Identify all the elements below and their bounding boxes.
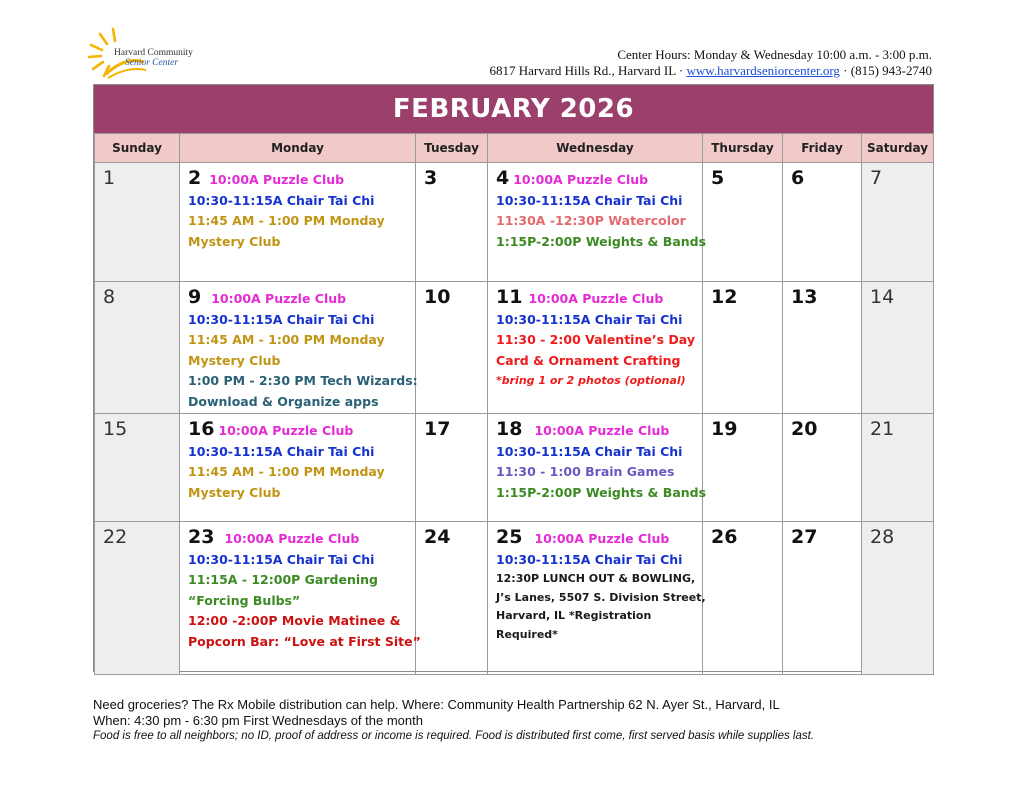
event: Mystery Club [188,352,281,368]
event: 10:00A Puzzle Club [211,291,347,306]
day-cell [862,282,934,414]
day-number: 1 [103,167,116,189]
day-cell [416,282,488,414]
event: Harvard, IL *Registration [496,609,652,622]
day-cell [783,522,862,675]
day-number: 27 [791,526,818,548]
day-number: 26 [711,526,738,548]
day-cell [416,163,488,282]
event: 10:30-11:15A Chair Tai Chi [188,192,375,208]
event: 10:00A Puzzle Club [534,423,670,438]
day-header-row [95,134,934,163]
day-number: 20 [791,418,818,440]
day-number: 24 [424,526,451,548]
center-address [490,63,933,79]
day-number: 7 [870,167,883,189]
event: “Forcing Bulbs” [188,592,301,608]
event: 11:30 - 1:00 Brain Games [496,464,675,479]
day-cell [488,522,706,675]
event: 10:30-11:15A Chair Tai Chi [188,311,375,327]
event-note: *bring 1 or 2 photos (optional) [496,374,686,387]
event: 1:15P-2:00P Weights & Bands [496,233,707,249]
website-link[interactable]: www.harvardseniorcenter.org [686,63,840,78]
day-number: 10 [424,286,451,308]
week-row [95,282,934,414]
event: Card & Ornament Crafting [496,352,681,368]
week-row [95,522,934,675]
event: 11:30 - 2:00 Valentine’s Day [496,332,695,347]
event: 10:30-11:15A Chair Tai Chi [496,192,683,208]
day-cell [95,414,180,522]
day-cell [95,282,180,414]
event: 10:30-11:15A Chair Tai Chi [496,443,683,459]
calendar [93,84,934,672]
day-number: 13 [791,286,818,308]
day-number: 3 [424,167,438,189]
event: 11:45 AM - 1:00 PM Monday [188,332,385,347]
day-cell [180,414,416,522]
event: 10:00A Puzzle Club [528,291,664,306]
event: 11:45 AM - 1:00 PM Monday [188,213,385,228]
day-cell [95,522,180,675]
day-header-thursday: Thursday [703,134,783,163]
footer-notice [93,697,953,744]
month-title: FEBRUARY 2026 [94,85,933,133]
event: J’s Lanes, 5507 S. Division Street, [496,590,706,604]
event: 10:00A Puzzle Club [534,531,670,546]
event: 10:00A Puzzle Club [218,423,354,438]
day-number: 12 [711,286,738,308]
day-cell [783,282,862,414]
day-cell [703,414,783,522]
day-number: 28 [870,526,895,548]
day-number: 25 [496,526,523,548]
day-cell [862,163,934,282]
day-header-sunday: Sunday [95,134,180,163]
day-cell [416,414,488,522]
week-row [95,414,934,522]
day-cell [783,414,862,522]
center-info [490,47,933,79]
event: 10:00A Puzzle Club [224,531,360,546]
event: 10:30-11:15A Chair Tai Chi [188,443,375,459]
day-number: 9 [188,286,202,308]
day-number: 19 [711,418,738,440]
event: 1:15P-2:00P Weights & Bands [496,484,707,500]
event: Required* [496,627,558,641]
address-prefix: 6817 Harvard Hills Rd., Harvard IL · [489,63,687,78]
logo-line2: Senior Center [125,58,179,68]
event: Download & Organize apps [188,393,379,409]
day-number: 16 [188,418,215,440]
day-number: 4 [496,167,510,189]
event: 10:00A Puzzle Club [513,172,649,187]
event: 11:45 AM - 1:00 PM Monday [188,464,385,479]
day-number: 17 [424,418,451,440]
day-number: 11 [496,286,523,308]
day-cell [703,522,783,675]
event: 10:30-11:15A Chair Tai Chi [496,551,683,567]
day-header-friday: Friday [783,134,862,163]
day-number: 5 [711,167,725,189]
event: 12:30P LUNCH OUT & BOWLING, [496,572,696,585]
event: 10:30-11:15A Chair Tai Chi [188,551,375,567]
calendar-grid [94,133,934,675]
day-cell [862,522,934,675]
footer-line3: Food is free to all neighbors; no ID, proof of address or income is required. Food is distributed first come, first served basis while supplies last. [93,730,814,742]
day-number: 18 [496,418,523,440]
day-number: 21 [870,418,895,440]
event: 10:00A Puzzle Club [209,172,345,187]
day-cell [180,282,416,414]
day-header-tuesday: Tuesday [416,134,488,163]
day-cell [783,163,862,282]
day-cell [488,282,703,414]
footer-line2: When: 4:30 pm - 6:30 pm First Wednesdays of the month [93,713,423,728]
day-number: 2 [188,167,202,189]
day-number: 6 [791,167,805,189]
day-number: 14 [870,286,895,308]
day-header-monday: Monday [180,134,416,163]
day-cell [703,163,783,282]
day-number: 22 [103,526,128,548]
center-hours: Center Hours: Monday & Wednesday 10:00 a.m. - 3:00 p.m. [617,47,932,62]
event: 11:15A - 12:00P Gardening [188,572,378,587]
address-suffix: · (815) 943-2740 [839,63,932,78]
event: 10:30-11:15A Chair Tai Chi [496,311,683,327]
event: 1:00 PM - 2:30 PM Tech Wizards: [188,373,418,388]
event: Popcorn Bar: “Love at First Site” [188,633,421,649]
logo-line1: Harvard Community [114,48,193,58]
day-header-saturday: Saturday [862,134,934,163]
event: 11:30A -12:30P Watercolor [496,213,686,228]
week-row [95,163,934,282]
day-number: 15 [103,418,128,440]
event: Mystery Club [188,484,281,500]
day-cell [488,163,707,282]
day-cell [862,414,934,522]
day-cell [180,163,416,282]
day-number: 8 [103,286,116,308]
event: Mystery Club [188,233,281,249]
event: 12:00 -2:00P Movie Matinee & [188,613,401,628]
senior-center-logo [86,26,206,82]
day-cell [416,522,488,675]
day-cell [95,163,180,282]
day-number: 23 [188,526,215,548]
day-cell [488,414,707,522]
footer-line1: Need groceries? The Rx Mobile distribution can help. Where: Community Health Partnership 62 N. Ayer St., Harvard, IL [93,697,780,712]
day-cell [703,282,783,414]
day-cell [180,522,421,675]
day-header-wednesday: Wednesday [488,134,703,163]
